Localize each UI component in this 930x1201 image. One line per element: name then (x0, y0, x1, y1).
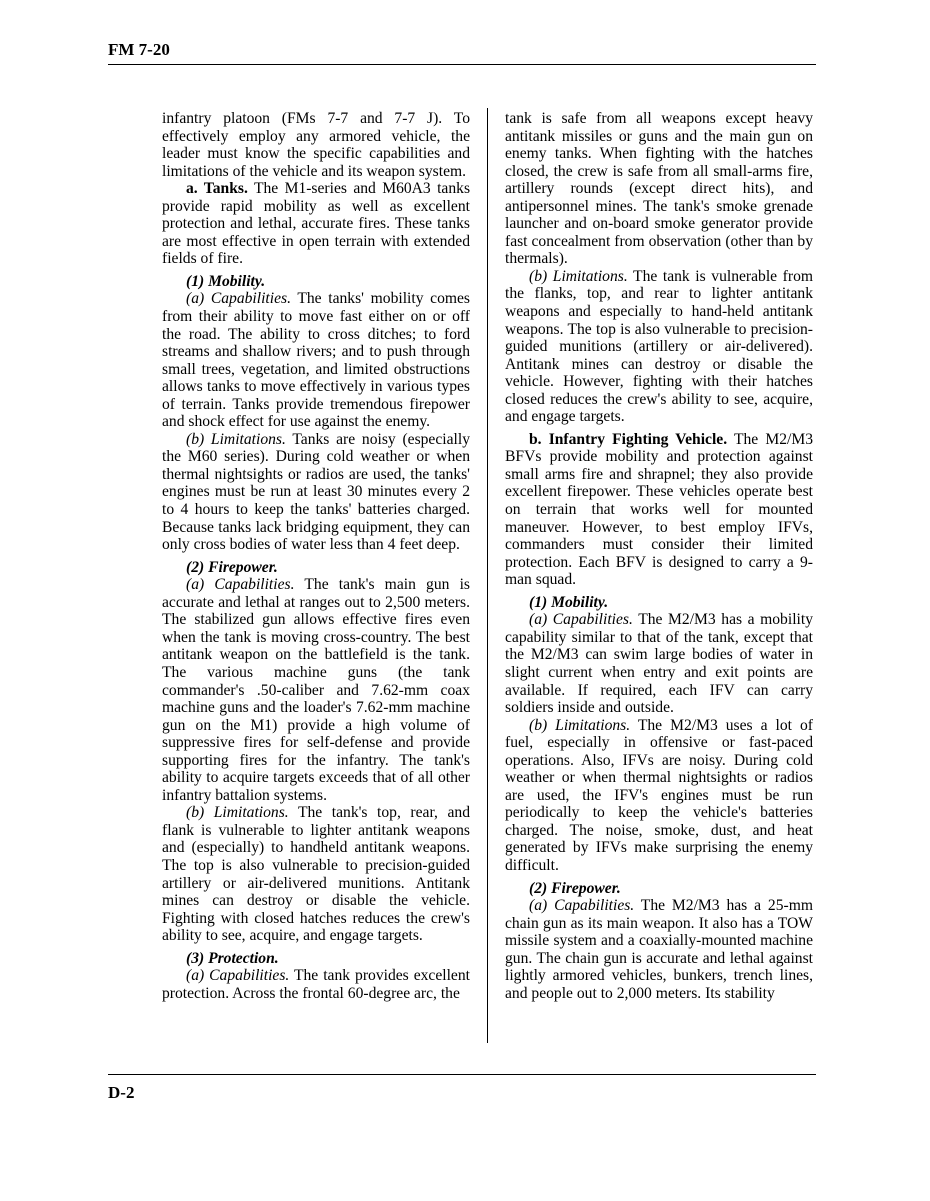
tank-mob-lim-lead: (b) Limitations. (186, 430, 286, 448)
tank-mob-lim-text: Tanks are noisy (especially the M60 series). During cold weather or when thermal nightsights or radios are used, the tanks' engines must be run at least 30 minutes every 2 to 4 hours to keep the tanks' batteries charged. Because tanks lack bridging equipment, they can only cross bodies of water less than 4 feet deep. (162, 430, 470, 554)
protection-continued: tank is safe from all weapons except heavy antitank missiles or guns and the main gun on enemy tanks. When fighting with the hatches closed, the crew is safe from all small-arms fire, artillery rounds (except direct hits), and antipersonnel mines. The tank's smoke grenade launcher and on-board smoke generator provide fast concealment from observation (other than by thermals). (505, 110, 813, 268)
ifv-firepower-capabilities (505, 897, 813, 1002)
tank-pr-lim-text: The tank is vulnerable from the flanks, top, and rear to lighter antitank weapons and especially to hand-held antitank weapons. The top is also vulnerable to precision-guided munitions (artillery or air-delivered). Antitank mines can destroy or disable the vehicle. However, fighting with their hatches closed reduces the crew's ability to see, acquire, and engage targets. (505, 267, 813, 426)
tank-protection-capabilities (162, 967, 470, 1002)
ifv-mob-lim-text: The M2/M3 uses a lot of fuel, especially in offensive or fast-paced operations. Also, IFVs are noisy. During cold weather or when thermal nightsights or radios are used, the IFV's engines must be run periodically to keep the vehicle's batteries charged. The noise, smoke, dust, and heat generated by IFVs make surprising the enemy difficult. (505, 716, 813, 874)
column-divider (487, 108, 488, 1043)
tank-firepower-heading-text: (2) Firepower. (186, 558, 278, 576)
tank-pr-lim-lead: (b) Limitations. (529, 267, 628, 285)
tank-pr-cap-text: The tank provides excellent protection. Across the frontal 60-degree arc, the (162, 967, 470, 1002)
running-header: FM 7-20 (108, 40, 170, 59)
tank-firepower-limitations (162, 804, 470, 944)
tank-mob-cap-lead: (a) Capabilities. (186, 290, 291, 308)
tank-protection-limitations (505, 268, 813, 426)
tank-protection-heading (162, 950, 470, 968)
tank-pr-cap-lead: (a) Capabilities. (186, 967, 290, 985)
tank-protection-heading-text: (3) Protection. (186, 949, 279, 967)
tank-mobility-limitations (162, 431, 470, 554)
tanks-text: The M1-series and M60A3 tanks provide rapid mobility as well as excellent protection and lethal, accurate fires. These tanks are most effective in open terrain with extended fields of fire. (162, 180, 471, 268)
ifv-heading: b. Infantry Fighting Vehicle. (529, 430, 728, 448)
tank-fp-lim-text: The tank's top, rear, and flank is vulnerable to lighter antitank weapons and (especially) to handheld antitank weapons. The top is also vulnerable to precision-guided artillery or air-delivered munitions. Antitank mines can destroy or disable the vehicle. Fighting with closed hatches reduces the crew's ability to see, acquire, and engage targets. (162, 804, 470, 945)
tank-fp-cap-text: The tank's main gun is accurate and lethal at ranges out to 2,500 meters. The stabilized gun allows effective fires even when the tank is moving cross-country. The best antitank weapon on the battlefield is the tank. The various machine guns (the tank commander's .50-caliber and 7.62-mm coax machine guns and the loader's 7.62-mm machine gun on the M1) provide a high volume of suppressive fires for self-defense and provide supporting fires for the infantry. The tank's ability to acquire targets exceeds that of all other infantry battalion systems. (162, 576, 470, 804)
tank-mob-cap-text: The tanks' mobility comes from their ability to move fast either on or off the road. The ability to cross ditches; to ford streams and shallow rivers; and to push through small trees, vegetation, and limited obstructions allows tanks to move effectively in various types of terrain. Tanks provide tremendous firepower and shock effect for use against the enemy. (162, 290, 470, 431)
ifv-paragraph (505, 431, 813, 589)
intro-paragraph: infantry platoon (FMs 7-7 and 7-7 J). To effectively employ any armored vehicle, the leader must know the specific capabilities and limitations of the vehicle and its weapon system. (162, 110, 470, 180)
tank-firepower-heading (162, 559, 470, 577)
ifv-mob-lim-lead: (b) Limitations. (529, 716, 631, 734)
ifv-text: The M2/M3 BFVs provide mobility and protection against small arms fire and shrapnel; they also provide excellent firepower. These vehicles operate best on terrain that works well for mounted maneuver. However, to best employ IFVs, commanders must consider their limited protection. Each BFV is designed to carry a 9-man squad. (505, 430, 813, 589)
tanks-paragraph (162, 180, 470, 268)
ifv-mobility-limitations (505, 717, 813, 875)
left-column (162, 110, 470, 1002)
tank-mobility-capabilities (162, 290, 470, 430)
ifv-fp-cap-text: The M2/M3 has a 25-mm chain gun as its main weapon. It also has a TOW missile system and a coaxially-mounted machine gun. The chain gun is accurate and lethal against lightly armored vehicles, bunkers, trench lines, and people out to 2,000 meters. Its stability (505, 897, 813, 1002)
ifv-mobility-capabilities (505, 611, 813, 716)
ifv-fp-cap-lead: (a) Capabilities. (529, 897, 635, 915)
tank-firepower-capabilities (162, 576, 470, 804)
ifv-firepower-heading-text: (2) Firepower. (529, 879, 621, 897)
tank-mobility-heading-text: (1) Mobility. (186, 272, 266, 290)
ifv-firepower-heading (505, 880, 813, 898)
ifv-mobility-heading (505, 594, 813, 612)
header-rule (108, 64, 816, 65)
footer-rule (108, 1074, 816, 1075)
tank-fp-cap-lead: (a) Capabilities. (186, 576, 295, 594)
ifv-mob-cap-text: The M2/M3 has a mobility capability similar to that of the tank, except that the M2/M3 can swim large bodies of water in slight current when entry and exit points are available. If required, each IFV can carry soldiers inside and outside. (505, 611, 813, 717)
tank-mobility-heading (162, 273, 470, 291)
tank-fp-lim-lead: (b) Limitations. (186, 804, 289, 822)
ifv-mob-cap-lead: (a) Capabilities. (529, 611, 633, 629)
ifv-mobility-heading-text: (1) Mobility. (529, 593, 609, 611)
right-column (505, 110, 813, 1002)
page-number: D-2 (108, 1083, 135, 1102)
tanks-heading: a. Tanks. (186, 180, 248, 198)
